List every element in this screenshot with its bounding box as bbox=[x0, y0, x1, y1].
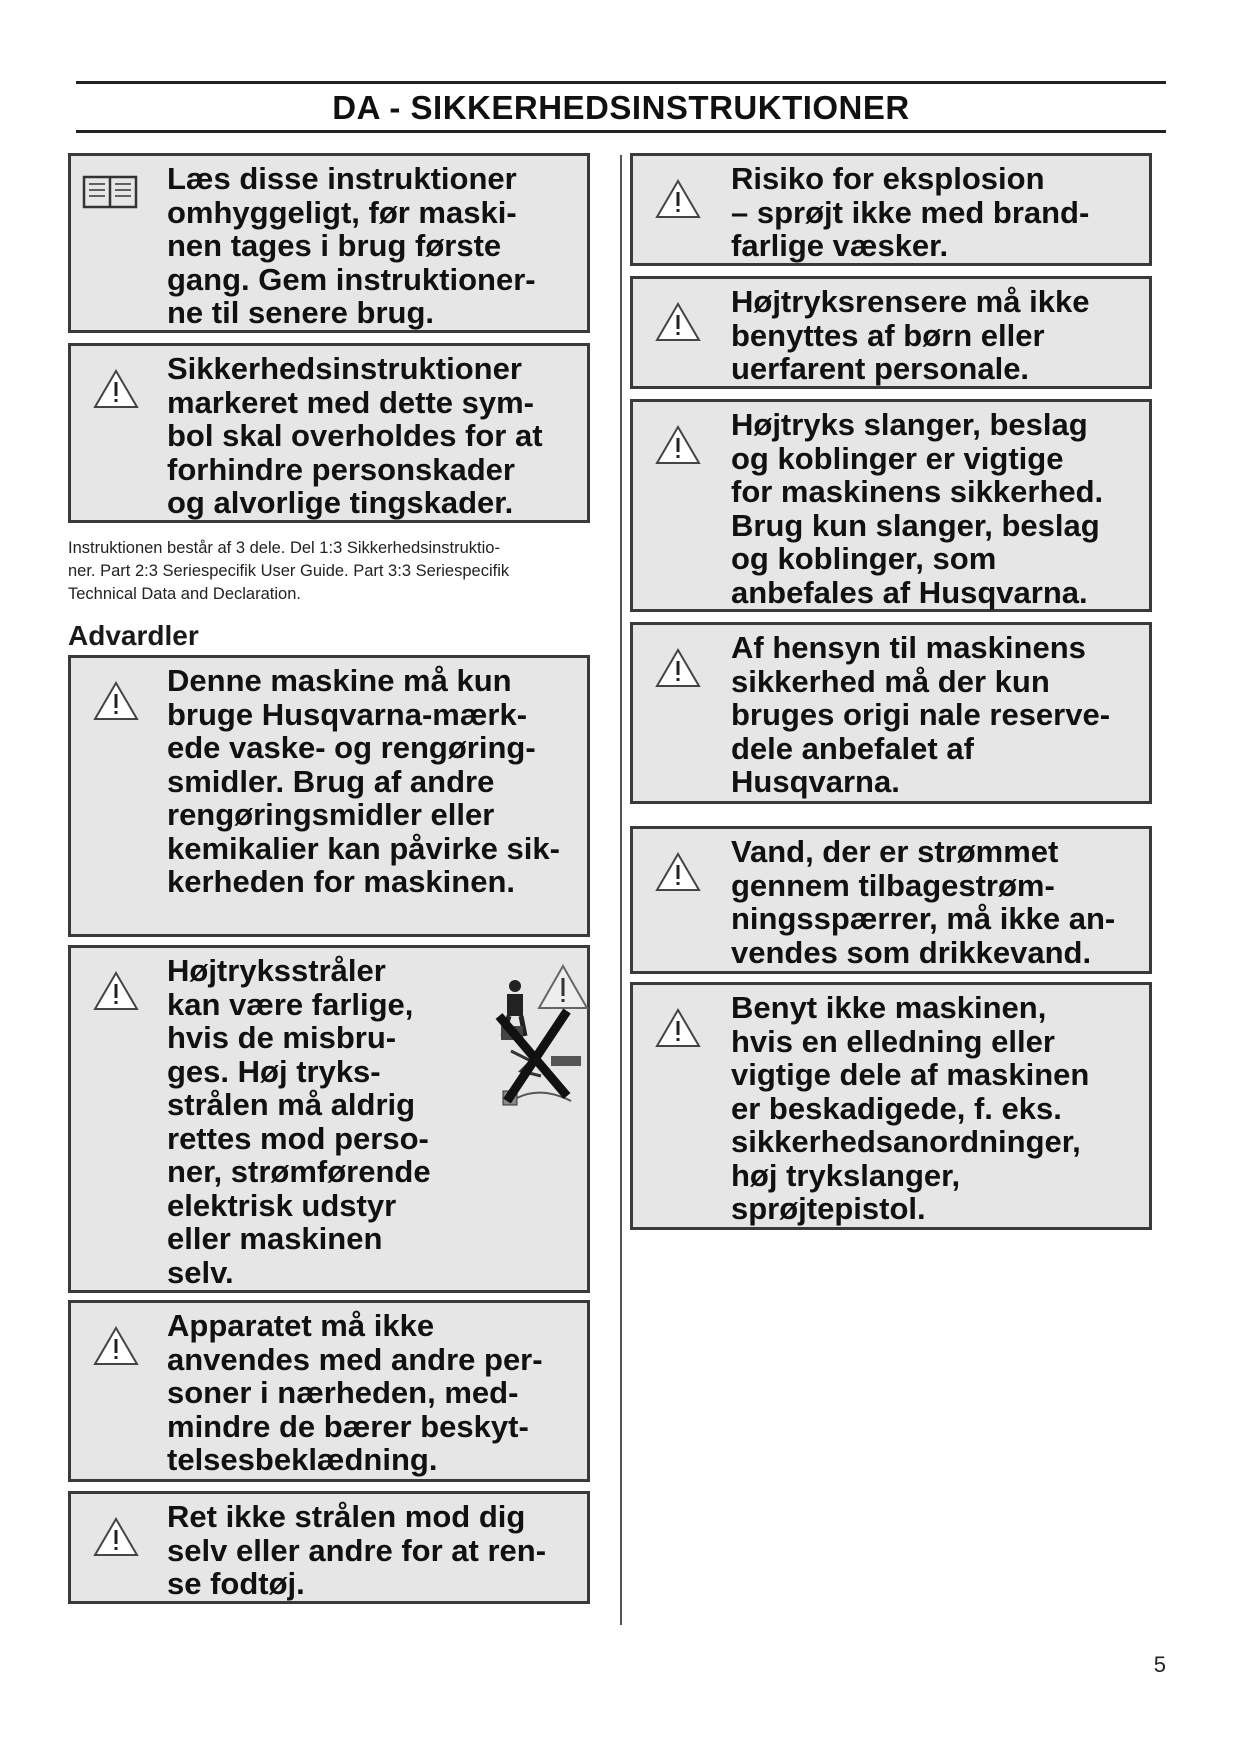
warning-box-jets bbox=[68, 945, 590, 1293]
warning-text: Højtryksstråler kan være farlige, hvis de misbru- ges. Høj tryks- strålen må aldrig rettes mod perso- ner, strømførende elektrisk udstyr eller maskinen selv. bbox=[167, 953, 431, 1290]
warning-icon bbox=[93, 970, 139, 1012]
instruction-text: Sikkerhedsinstruktioner markeret med dette sym- bol skal overholdes for at forhindre personskader og alvorlige tingskader. bbox=[167, 351, 543, 520]
warning-icon bbox=[655, 1007, 701, 1049]
warning-box-damaged-parts bbox=[630, 982, 1152, 1230]
warning-icon bbox=[93, 1325, 139, 1367]
warning-box-detergents bbox=[68, 655, 590, 937]
warning-text: Vand, der er strømmet gennem tilbagestrøm- ningsspærrer, må ikke an- vendes som drikkevand. bbox=[731, 834, 1116, 970]
warning-icon bbox=[655, 647, 701, 689]
warning-box-hoses bbox=[630, 399, 1152, 612]
no-spray-pictogram-icon bbox=[481, 956, 591, 1116]
column-divider bbox=[620, 155, 622, 1625]
page-title: DA - SIKKERHEDSINSTRUKTIONER bbox=[332, 89, 910, 126]
warning-box-drinking-water bbox=[630, 826, 1152, 974]
warning-icon bbox=[655, 851, 701, 893]
warning-icon bbox=[93, 680, 139, 722]
title-underline bbox=[76, 130, 1166, 133]
warning-icon bbox=[655, 424, 701, 466]
warning-icon bbox=[93, 368, 139, 410]
warning-box-spare-parts bbox=[630, 622, 1152, 804]
instruction-text: Læs disse instruktioner omhyggeligt, før maski- nen tages i brug første gang. Gem instruktioner- ne til senere brug. bbox=[167, 161, 536, 330]
manual-parts-note: Instruktionen består af 3 dele. Del 1:3 Sikkerhedsinstruktio- ner. Part 2:3 Seriespecifik User Guide. Part 3:3 Seriespecifik Technical Data and Declaration. bbox=[68, 539, 510, 603]
instruction-box-read bbox=[68, 153, 590, 333]
warning-text: Højtryksrensere må ikke benyttes af børn eller uerfarent personale. bbox=[731, 284, 1090, 386]
warning-text: Apparatet må ikke anvendes med andre per- soner i nærheden, med- mindre de bærer beskyt- telsesbeklædning. bbox=[167, 1308, 543, 1477]
warning-box-protective-clothing bbox=[68, 1300, 590, 1482]
warning-text: Benyt ikke maskinen, hvis en elledning eller vigtige dele af maskinen er beskadigede, f. eks. sikkerhedsanordninger, høj trykslanger, sprøjtepistol. bbox=[731, 990, 1090, 1226]
warning-icon bbox=[655, 178, 701, 220]
instruction-box-symbol bbox=[68, 343, 590, 523]
warning-text: Ret ikke strålen mod dig selv eller andre for at ren- se fodtøj. bbox=[167, 1499, 547, 1601]
warning-icon bbox=[655, 301, 701, 343]
warning-box-children bbox=[630, 276, 1152, 389]
warning-text: Af hensyn til maskinens sikkerhed må der kun bruges origi nale reserve- dele anbefalet af Husqvarna. bbox=[731, 630, 1111, 799]
top-rule bbox=[76, 81, 1166, 84]
warning-text: Højtryks slanger, beslag og koblinger er vigtige for maskinens sikkerhed. Brug kun slanger, beslag og koblinger, som anbefales af Husqvarna. bbox=[731, 407, 1104, 610]
section-heading: Advardler bbox=[68, 620, 199, 651]
page-number: 5 bbox=[1153, 1652, 1166, 1677]
book-icon bbox=[81, 174, 139, 210]
warning-text: Risiko for eksplosion – sprøjt ikke med brand- farlige væsker. bbox=[731, 161, 1090, 263]
warning-icon bbox=[93, 1516, 139, 1558]
warning-box-footwear bbox=[68, 1491, 590, 1604]
warning-box-explosion bbox=[630, 153, 1152, 266]
warning-text: Denne maskine må kun bruge Husqvarna-mærk- ede vaske- og rengøring- smidler. Brug af andre rengøringsmidler eller kemikalier kan påvirke sik- kerheden for maskinen. bbox=[167, 663, 560, 899]
